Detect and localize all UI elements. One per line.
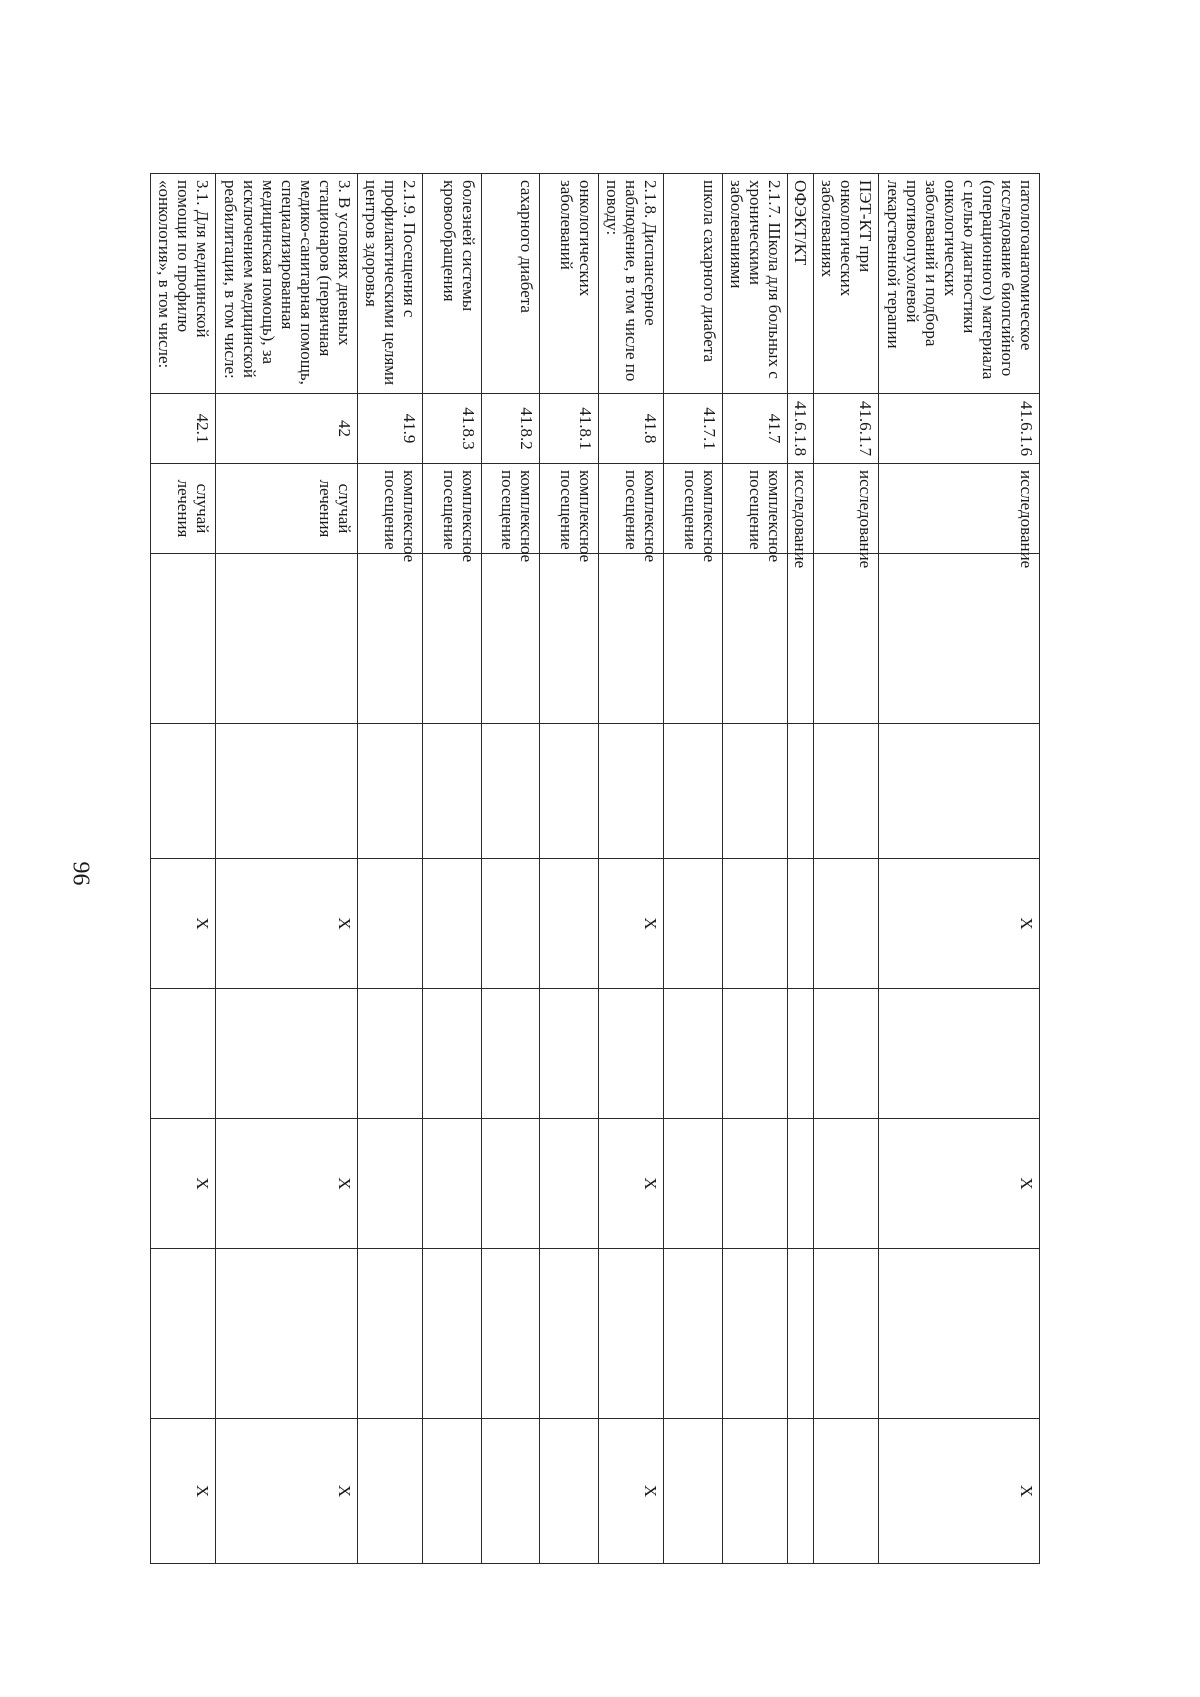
row-cell-col6 [481,859,540,989]
row-cell-col6 [722,859,787,989]
table-body [151,174,1040,1564]
row-cell-col7 [787,989,813,1119]
table-row [422,174,481,1564]
row-unit: исследование [787,464,813,554]
row-cell-col9 [481,1249,540,1419]
row-code: 41.7.1 [663,394,722,464]
row-unit: случай лечения [151,464,216,554]
row-cell-col4 [151,554,216,724]
row-cell-col5 [422,724,481,859]
row-cell-col7 [540,989,599,1119]
row-cell-col5 [481,724,540,859]
row-cell-col6 [422,859,481,989]
row-cell-col5 [722,724,787,859]
row-cell-col8: Х [599,1119,664,1249]
table-row [540,174,599,1564]
row-cell-col8 [787,1119,813,1249]
row-cell-col5 [151,724,216,859]
row-cell-col6 [787,859,813,989]
table-rotated-frame [150,173,1040,1563]
row-unit: комплексное посещение [540,464,599,554]
row-cell-col10: Х [215,1419,357,1564]
row-label: сахарного диабета [481,174,540,394]
row-label: патологоанатомическое исследование биопсийного (операционного) материала с целью диагностики онкологических заболеваний и подбора противоопухолевой лекарственной терапии [878,174,1039,394]
data-table [150,173,1040,1564]
row-cell-col5 [540,724,599,859]
row-cell-col8: Х [878,1119,1039,1249]
row-cell-col9 [663,1249,722,1419]
row-cell-col8 [722,1119,787,1249]
row-cell-col4 [422,554,481,724]
row-code: 41.6.1.6 [878,394,1039,464]
row-cell-col10 [540,1419,599,1564]
row-cell-col9 [722,1249,787,1419]
row-cell-col9 [813,1249,878,1419]
row-cell-col10 [357,1419,422,1564]
row-cell-col7 [357,989,422,1119]
row-cell-col9 [422,1249,481,1419]
row-cell-col9 [878,1249,1039,1419]
row-cell-col8 [813,1119,878,1249]
table-row [357,174,422,1564]
row-cell-col10 [663,1419,722,1564]
row-code: 42 [215,394,357,464]
row-cell-col9 [357,1249,422,1419]
table-row [151,174,216,1564]
table-row [813,174,878,1564]
row-cell-col5 [599,724,664,859]
row-cell-col4 [722,554,787,724]
row-cell-col10 [813,1419,878,1564]
row-unit: комплексное посещение [663,464,722,554]
row-unit: комплексное посещение [481,464,540,554]
row-cell-col9 [151,1249,216,1419]
row-cell-col10: Х [878,1419,1039,1564]
row-label: онкологических заболеваний [540,174,599,394]
row-cell-col10 [422,1419,481,1564]
row-label: 2.1.9. Посещения с профилактическими целями центров здоровья [357,174,422,394]
table-row [599,174,664,1564]
row-cell-col6: Х [599,859,664,989]
row-cell-col9 [540,1249,599,1419]
row-label: 3. В условиях дневных стационаров (первичная медико-санитарная помощь, специализированная медицинская помощь), за исключением медицинской реабилитации, в том числе: [215,174,357,394]
row-cell-col7 [599,989,664,1119]
table-row [215,174,357,1564]
table-row [722,174,787,1564]
row-label: школа сахарного диабета [663,174,722,394]
row-cell-col6 [813,859,878,989]
row-cell-col4 [813,554,878,724]
row-cell-col7 [813,989,878,1119]
row-unit: комплексное посещение [722,464,787,554]
row-cell-col4 [481,554,540,724]
row-cell-col4 [540,554,599,724]
row-label: болезней системы кровообращения [422,174,481,394]
row-cell-col8 [540,1119,599,1249]
row-cell-col8 [481,1119,540,1249]
row-cell-col6 [663,859,722,989]
row-cell-col7 [722,989,787,1119]
row-cell-col10: Х [599,1419,664,1564]
row-cell-col8: Х [215,1119,357,1249]
row-cell-col5 [215,724,357,859]
row-cell-col8 [357,1119,422,1249]
row-cell-col6: Х [878,859,1039,989]
row-cell-col7 [422,989,481,1119]
row-code: 41.8.1 [540,394,599,464]
row-label: 3.1. Для медицинской помощи по профилю «онкология», в том числе: [151,174,216,394]
table-row [481,174,540,1564]
row-unit: исследование [878,464,1039,554]
row-cell-col10 [722,1419,787,1564]
table-container [150,173,1040,1563]
row-cell-col5 [663,724,722,859]
row-code: 41.6.1.7 [813,394,878,464]
row-cell-col8 [422,1119,481,1249]
row-cell-col6 [540,859,599,989]
row-code: 41.6.1.8 [787,394,813,464]
row-cell-col7 [215,989,357,1119]
table-row [878,174,1039,1564]
row-cell-col5 [787,724,813,859]
row-cell-col7 [481,989,540,1119]
row-cell-col5 [813,724,878,859]
row-cell-col7 [663,989,722,1119]
row-cell-col9 [215,1249,357,1419]
row-label: 2.1.7. Школа для больных с хроническими заболеваниями [722,174,787,394]
row-cell-col5 [357,724,422,859]
row-unit: исследование [813,464,878,554]
row-cell-col4 [599,554,664,724]
row-code: 41.8.3 [422,394,481,464]
row-unit: комплексное посещение [357,464,422,554]
row-cell-col4 [357,554,422,724]
row-label: 2.1.8. Диспансерное наблюдение, в том числе по поводу: [599,174,664,394]
row-code: 41.7 [722,394,787,464]
row-label: ПЭТ-КТ при онкологических заболеваниях [813,174,878,394]
row-cell-col4 [878,554,1039,724]
row-cell-col10 [787,1419,813,1564]
row-cell-col9 [787,1249,813,1419]
row-unit: комплексное посещение [422,464,481,554]
row-cell-col8 [663,1119,722,1249]
row-cell-col6: Х [215,859,357,989]
row-cell-col10 [481,1419,540,1564]
row-code: 42.1 [151,394,216,464]
row-cell-col7 [151,989,216,1119]
row-code: 41.9 [357,394,422,464]
row-cell-col5 [878,724,1039,859]
row-label: ОФЭКТ/КТ [787,174,813,394]
row-cell-col6: Х [151,859,216,989]
row-code: 41.8 [599,394,664,464]
row-unit: случай лечения [215,464,357,554]
row-cell-col6 [357,859,422,989]
row-cell-col8: Х [151,1119,216,1249]
row-code: 41.8.2 [481,394,540,464]
row-cell-col4 [787,554,813,724]
row-cell-col4 [663,554,722,724]
page-number: 96 [67,861,94,886]
row-unit: комплексное посещение [599,464,664,554]
table-row [663,174,722,1564]
row-cell-col4 [215,554,357,724]
row-cell-col10: Х [151,1419,216,1564]
table-row [787,174,813,1564]
row-cell-col7 [878,989,1039,1119]
row-cell-col9 [599,1249,664,1419]
